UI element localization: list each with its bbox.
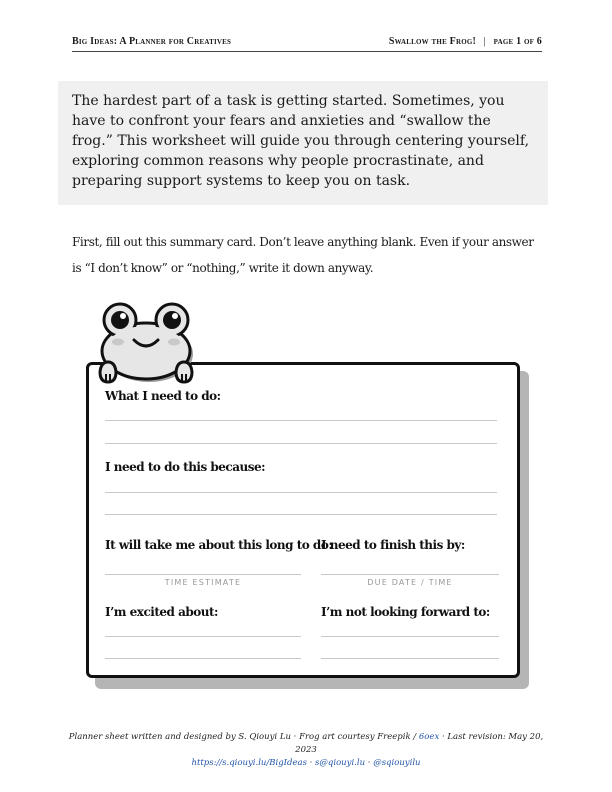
- header-separator: |: [483, 36, 486, 47]
- footer-dot: ·: [309, 758, 313, 768]
- due-date-line[interactable]: [321, 574, 499, 575]
- due-date-caption: DUE DATE / TIME: [367, 578, 453, 587]
- footer-links: [60, 757, 552, 770]
- document-title: Big Ideas: A Planner for Creatives: [72, 36, 232, 47]
- page-header: [72, 35, 542, 52]
- summary-card: [86, 362, 520, 678]
- worksheet-title: Swallow the Frog!: [388, 36, 477, 47]
- what-line-2[interactable]: [105, 443, 497, 444]
- social-link[interactable]: @sqiouyilu: [373, 758, 421, 768]
- excited-label: I’m excited about:: [105, 605, 218, 619]
- because-line-1[interactable]: [105, 492, 497, 493]
- footer-credits: [60, 731, 552, 757]
- instructions-text: First, fill out this summary card. Don’t leave anything blank. Even if your answer is “I don’t know” or “nothing,” write it down anyway.: [72, 235, 534, 275]
- what-line-1[interactable]: [105, 420, 497, 421]
- credits-text: Planner sheet written and designed by S. Qiouyi Lu · Frog art courtesy Freepik /: [68, 732, 417, 742]
- time-estimate-caption: TIME ESTIMATE: [164, 578, 242, 587]
- because-label: I need to do this because:: [105, 460, 266, 474]
- time-estimate-line[interactable]: [105, 574, 301, 575]
- email-link[interactable]: s@qiouyi.lu: [315, 758, 366, 768]
- revision-text: · Last revision: May 20, 2023: [295, 732, 544, 755]
- not-looking-label: I’m not looking forward to:: [321, 605, 490, 619]
- intro-callout: The hardest part of a task is getting started. Sometimes, you have to confront your fears and anxieties and “swallow the frog.” This worksheet will guide you through centering yourself, exploring common reasons why people procrastinate, and preparing support systems to keep you on task.: [58, 81, 548, 205]
- artist-link[interactable]: 6oex: [418, 732, 440, 742]
- page-number: page 1 of 6: [493, 36, 542, 47]
- excited-line-1[interactable]: [105, 636, 301, 637]
- not-looking-line-2[interactable]: [321, 658, 499, 659]
- time-label: It will take me about this long to do:: [105, 538, 333, 552]
- frog-mascot-icon: [96, 296, 206, 386]
- footer-dot: ·: [367, 758, 371, 768]
- because-line-2[interactable]: [105, 514, 497, 515]
- not-looking-line-1[interactable]: [321, 636, 499, 637]
- page-footer: [60, 731, 552, 770]
- header-right: [389, 36, 542, 47]
- website-link[interactable]: https://s.qiouyi.lu/BigIdeas: [191, 758, 307, 768]
- what-label: What I need to do:: [105, 389, 221, 403]
- excited-line-2[interactable]: [105, 658, 301, 659]
- finish-label: I need to finish this by:: [321, 538, 465, 552]
